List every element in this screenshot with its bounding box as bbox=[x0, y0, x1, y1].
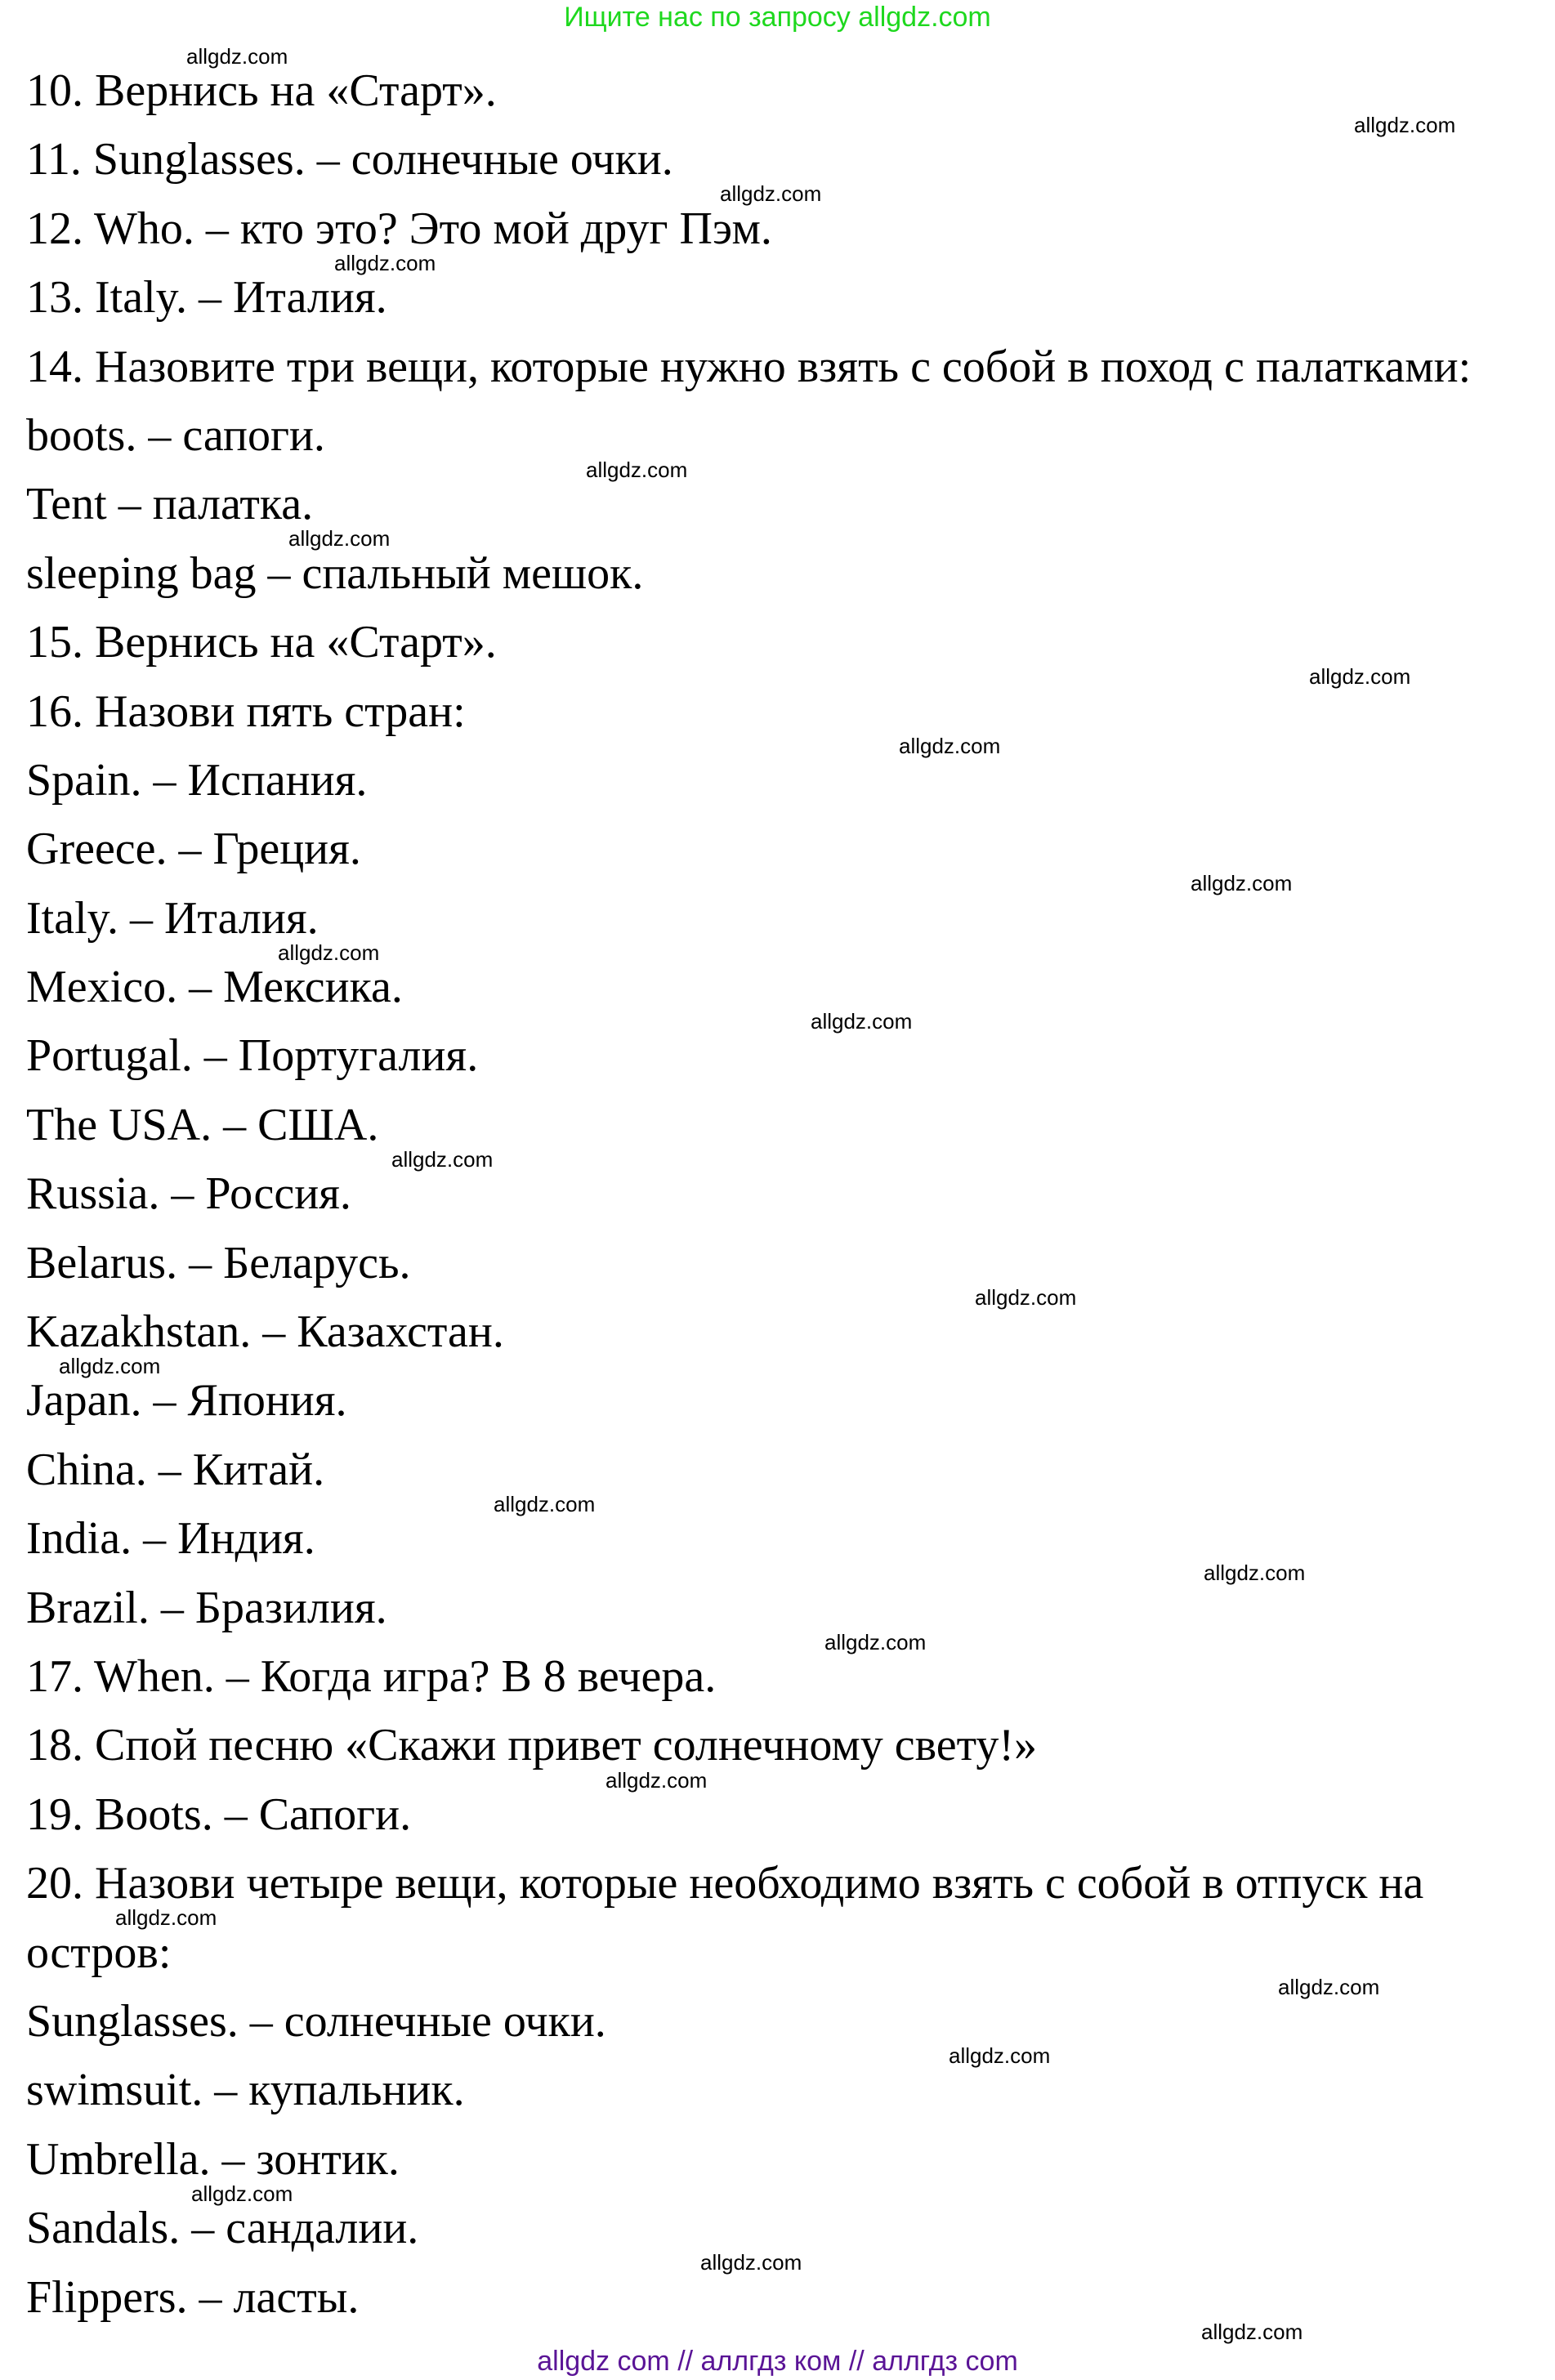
answer-line: Russia. – Россия. bbox=[26, 1168, 351, 1220]
watermark-text: allgdz.com bbox=[1204, 1561, 1306, 1586]
answer-line: 19. Boots. – Сапоги. bbox=[26, 1788, 412, 1840]
header-search-hint: Ищите нас по запросу allgdz.com bbox=[564, 2, 991, 33]
watermark-text: allgdz.com bbox=[278, 940, 380, 965]
answer-line: Sunglasses. – солнечные очки. bbox=[26, 1995, 606, 2047]
watermark-text: allgdz.com bbox=[811, 1009, 913, 1034]
watermark-text: allgdz.com bbox=[186, 43, 288, 69]
watermark-text: allgdz.com bbox=[115, 1905, 217, 1931]
watermark-text: allgdz.com bbox=[1309, 664, 1411, 690]
watermark-text: allgdz.com bbox=[824, 1629, 927, 1654]
answer-line: Greece. – Греция. bbox=[26, 824, 361, 875]
answer-line: boots. – сапоги. bbox=[26, 409, 325, 461]
answer-line: The USA. – США. bbox=[26, 1099, 379, 1150]
answer-line: Spain. – Испания. bbox=[26, 754, 368, 806]
answer-line: India. – Индия. bbox=[26, 1513, 315, 1565]
watermark-text: allgdz.com bbox=[1278, 1974, 1380, 1999]
answer-line: Belarus. – Беларусь. bbox=[26, 1237, 411, 1288]
answer-line: Sandals. – сандалии. bbox=[26, 2203, 419, 2254]
watermark-text: allgdz.com bbox=[720, 181, 822, 207]
answer-line: Brazil. – Бразилия. bbox=[26, 1582, 387, 1633]
watermark-text: allgdz.com bbox=[494, 1492, 596, 1516]
answer-line: Italy. – Италия. bbox=[26, 892, 319, 944]
watermark-text: allgdz.com bbox=[949, 2043, 1051, 2069]
watermark-text: allgdz.com bbox=[586, 458, 688, 482]
watermark-text: allgdz.com bbox=[1354, 113, 1456, 137]
watermark-text: allgdz.com bbox=[975, 1284, 1077, 1310]
watermark-text: allgdz.com bbox=[1191, 871, 1293, 896]
answer-line: Umbrella. – зонтик. bbox=[26, 2133, 400, 2185]
answer-line: Kazakhstan. – Казахстан. bbox=[26, 1306, 504, 1358]
watermark-text: allgdz.com bbox=[191, 2181, 293, 2206]
watermark-text: allgdz.com bbox=[700, 2250, 802, 2275]
answer-line: Japan. – Япония. bbox=[26, 1375, 347, 1427]
answer-line: sleeping bag – спальный мешок. bbox=[26, 547, 644, 599]
answer-line: остров: bbox=[26, 1927, 172, 1978]
watermark-text: allgdz.com bbox=[288, 526, 391, 551]
watermark-text: allgdz.com bbox=[1201, 2319, 1303, 2344]
answer-line: Tent – палатка. bbox=[26, 479, 314, 530]
watermark-text: allgdz.com bbox=[391, 1147, 494, 1172]
answer-line: swimsuit. – купальник. bbox=[26, 2065, 465, 2116]
footer-watermark: allgdz com // аллгдз ком // аллгдз com bbox=[537, 2346, 1018, 2377]
watermark-text: allgdz.com bbox=[59, 1354, 161, 1379]
answer-line: Mexico. – Мексика. bbox=[26, 962, 403, 1013]
answer-line: 10. Вернись на «Старт». bbox=[26, 65, 497, 116]
answer-line: China. – Китай. bbox=[26, 1444, 325, 1495]
answer-line: 13. Italy. – Италия. bbox=[26, 272, 387, 324]
watermark-text: allgdz.com bbox=[605, 1767, 708, 1793]
answer-line: 11. Sunglasses. – солнечные очки. bbox=[26, 134, 673, 185]
watermark-text: allgdz.com bbox=[899, 733, 1001, 758]
answer-line: 16. Назови пять стран: bbox=[26, 685, 466, 737]
answer-line: 12. Who. – кто это? Это мой друг Пэм. bbox=[26, 203, 772, 254]
answer-list bbox=[26, 65, 1546, 2343]
answer-line: 18. Спой песню «Скажи привет солнечному свету!» bbox=[26, 1720, 1037, 1771]
answer-line: 17. When. – Когда игра? В 8 вечера. bbox=[26, 1650, 717, 1702]
watermark-text: allgdz.com bbox=[334, 250, 436, 275]
answer-line: 20. Назови четыре вещи, которые необходимо взять с собой в отпуск на bbox=[26, 1858, 1424, 1909]
answer-line: Flippers. – ласты. bbox=[26, 2271, 360, 2323]
answer-line: 14. Назовите три вещи, которые нужно взять с собой в поход с палатками: bbox=[26, 341, 1472, 392]
answer-line: 15. Вернись на «Старт». bbox=[26, 617, 497, 668]
answer-line: Portugal. – Португалия. bbox=[26, 1030, 479, 1082]
